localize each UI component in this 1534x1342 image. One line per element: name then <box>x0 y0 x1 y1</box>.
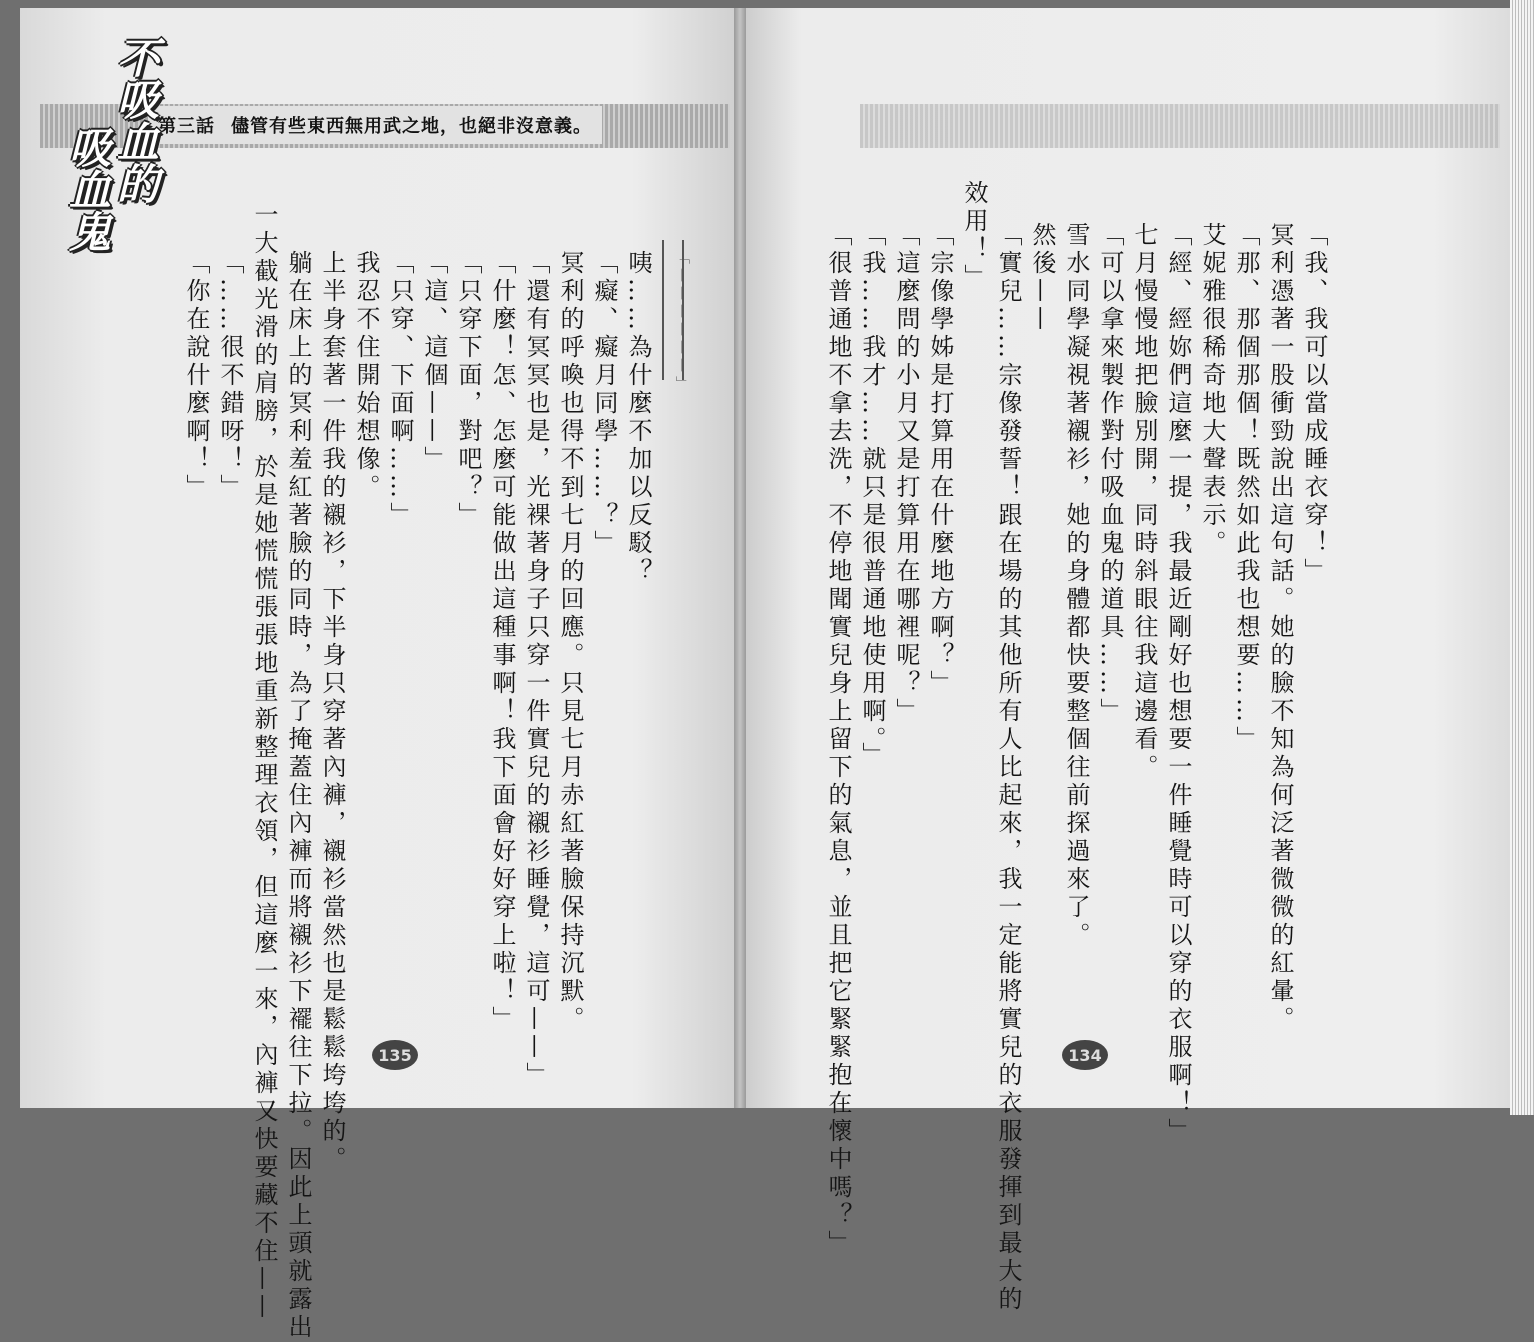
page-number-134: 134 <box>1062 1040 1108 1070</box>
right-line-2: 冥利憑著一股衝勁說出這句話。她的臉不知為何泛著微微的紅暈。 <box>1266 222 1294 1034</box>
logo-line-2: 吸血鬼 <box>63 126 112 252</box>
header-band-right <box>860 104 1500 148</box>
chapter-title: 儘管有些東西無用武之地，也絕非沒意義。 <box>231 116 592 137</box>
right-line-4: 艾妮雅很稀奇地大聲表示。 <box>1198 222 1226 558</box>
right-line-6: 七月慢慢地把臉別開，同時斜眼往我這邊看。 <box>1130 222 1158 782</box>
left-line-2: 咦……為什麼不加以反駁？ <box>624 250 652 586</box>
left-line-8: 「這、這個——」 <box>420 250 448 474</box>
left-line-13: 一大截光滑的肩膀，於是她慌慌張張地重新整理衣領，但這麼一來，內褲又快要藏不住—— <box>250 202 278 1322</box>
left-line-1: 「——————」 <box>674 250 690 394</box>
left-line-14: 「……很不錯呀！」 <box>216 250 244 502</box>
book-gutter <box>734 8 746 1108</box>
left-line-6: 「什麼！怎、怎麼可能做出這種事啊！我下面會好好穿上啦！」 <box>488 250 516 1034</box>
right-line-11: 效用！」 <box>960 180 988 292</box>
logo-line-1: 不吸血的 <box>111 36 160 204</box>
page-edges <box>1510 0 1534 1115</box>
chapter-header <box>148 106 602 144</box>
right-line-10: 「實兒……宗像發誓！跟在場的其他所有人比起來，我一定能將實兒的衣服發揮到最大的 <box>994 222 1022 1314</box>
right-line-9: 然後—— <box>1028 222 1056 334</box>
right-line-15: 「很普通地不拿去洗，不停地聞實兒身上留下的氣息，並且把它緊緊抱在懷中嗎？」 <box>824 222 852 1258</box>
right-line-5: 「經、經妳們這麼一提，我最近剛好也想要一件睡覺時可以穿的衣服啊！」 <box>1164 222 1192 1146</box>
right-line-8: 雪水同學凝視著襯衫，她的身體都快要整個往前探過來了。 <box>1062 222 1090 950</box>
right-line-13: 「這麼問的小月又是打算用在哪裡呢？」 <box>892 222 920 726</box>
right-line-7: 「可以拿來製作對付吸血鬼的道具……」 <box>1096 222 1124 726</box>
page-number-135: 135 <box>372 1040 418 1070</box>
series-logo <box>56 36 160 266</box>
right-line-12: 「宗像學姊是打算用在什麼地方啊？」 <box>926 222 954 698</box>
left-line-11: 上半身套著一件我的襯衫，下半身只穿著內褲，襯衫當然也是鬆鬆垮垮的。 <box>318 250 346 1174</box>
left-line-9: 「只穿、下面啊……」 <box>386 250 414 530</box>
left-line-3: 「癡、癡月同學……？」 <box>590 250 618 558</box>
left-line-10: 我忍不住開始想像。 <box>352 250 380 502</box>
left-line-5: 「還有冥冥也是，光裸著身子只穿一件實兒的襯衫睡覺，這可——」 <box>522 250 550 1090</box>
left-line-7: 「只穿下面，對吧？」 <box>454 250 482 530</box>
episode-label: 第三話 <box>158 116 215 137</box>
left-line-4: 冥利的呼喚也得不到七月的回應。只見七月赤紅著臉保持沉默。 <box>556 250 584 1034</box>
right-line-1: 「我、我可以當成睡衣穿！」 <box>1300 222 1328 586</box>
right-line-14: 「我……我才……就只是很普通地使用啊。」 <box>858 222 886 770</box>
left-line-15: 「你在說什麼啊！」 <box>182 250 210 502</box>
left-line-12: 躺在床上的冥利羞紅著臉的同時，為了掩蓋住內褲而將襯衫下襬往下拉。因此上頭就露出 <box>284 250 312 1342</box>
right-line-3: 「那、那個那個！既然如此我也想要……」 <box>1232 222 1260 754</box>
